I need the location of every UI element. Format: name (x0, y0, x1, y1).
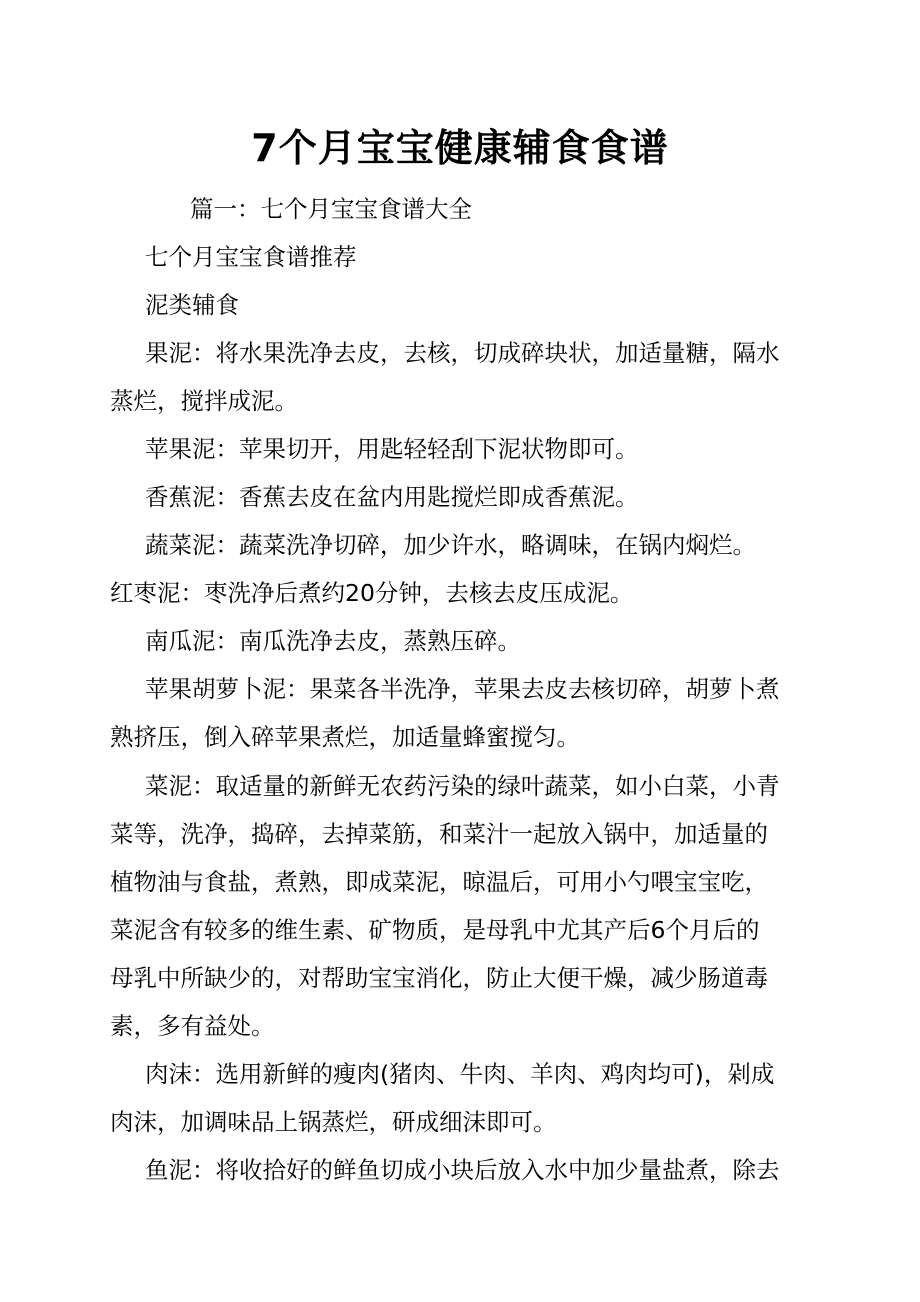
paragraph-line: 肉沫：选用新鲜的瘦肉(猪肉、牛肉、羊肉、鸡肉均可)，剁成 (145, 1060, 775, 1088)
paragraph-line: 蔬菜泥：蔬菜洗净切碎，加少许水，略调味，在锅内焖烂。 (145, 531, 756, 559)
document-title: 7个月宝宝健康辅食食谱 (251, 126, 669, 170)
paragraph-line: 素，多有益处。 (110, 1012, 275, 1040)
paragraph-line: 菜泥含有较多的维生素、矿物质，是母乳中尤其产后6个月后的 (110, 916, 760, 944)
paragraph-line: 鱼泥：将收拾好的鲜鱼切成小块后放入水中加少量盐煮，除去 (145, 1156, 780, 1184)
paragraph-line: 果泥：将水果洗净去皮，去核，切成碎块状，加适量糖，隔水 (145, 339, 780, 367)
paragraph-line: 香蕉泥：香蕉去皮在盆内用匙搅烂即成香蕉泥。 (145, 483, 639, 511)
section-heading: 篇一：七个月宝宝食谱大全 (190, 195, 472, 223)
paragraph-line: 南瓜泥：南瓜洗净去皮，蒸熟压碎。 (145, 627, 521, 655)
category-heading: 泥类辅食 (145, 291, 239, 319)
paragraph-line: 母乳中所缺少的，对帮助宝宝消化，防止大便干燥，减少肠道毒 (110, 964, 768, 992)
paragraph-line: 苹果胡萝卜泥：果菜各半洗净，苹果去皮去核切碎，胡萝卜煮 (145, 675, 780, 703)
paragraph-line: 蒸烂，搅拌成泥。 (110, 387, 298, 415)
paragraph-line: 熟挤压，倒入碎苹果煮烂，加适量蜂蜜搅匀。 (110, 723, 580, 751)
paragraph-line: 红枣泥：枣洗净后煮约20分钟，去核去皮压成泥。 (110, 579, 634, 607)
paragraph-line: 植物油与食盐，煮熟，即成菜泥，晾温后，可用小勺喂宝宝吃， (110, 868, 768, 896)
paragraph-line: 菜泥：取适量的新鲜无农药污染的绿叶蔬菜，如小白菜，小青 (145, 772, 780, 800)
paragraph-line: 肉沫，加调味品上锅蒸烂，研成细沫即可。 (110, 1108, 557, 1136)
paragraph-line: 苹果泥：苹果切开，用匙轻轻刮下泥状物即可。 (145, 435, 639, 463)
subheading: 七个月宝宝食谱推荐 (145, 243, 357, 271)
paragraph-line: 菜等，洗净，捣碎，去掉菜筋，和菜汁一起放入锅中，加适量的 (110, 820, 768, 848)
